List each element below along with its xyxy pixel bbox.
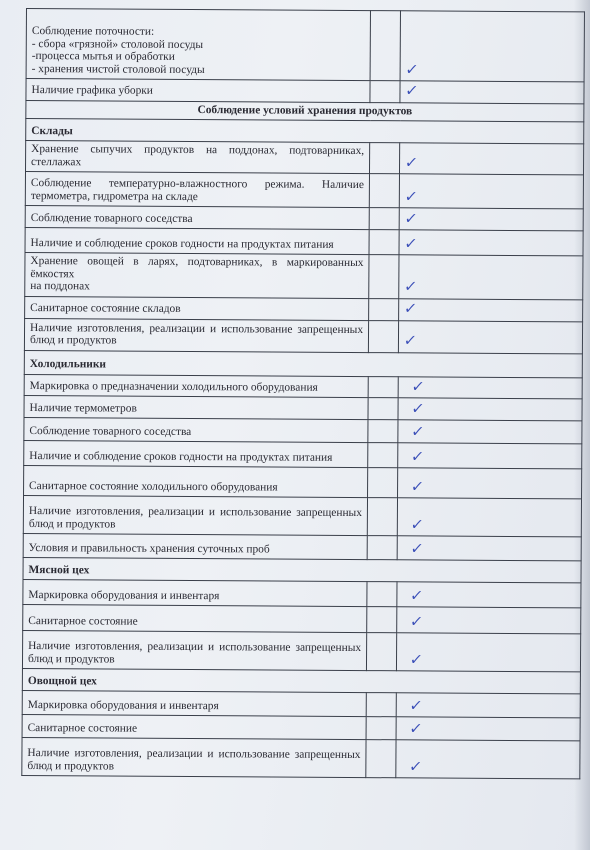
score-cell-b xyxy=(400,81,584,104)
score-cell-a xyxy=(368,468,398,498)
criterion-cell xyxy=(25,252,369,298)
criterion-cell xyxy=(25,296,369,320)
checkmark-icon: ✓ xyxy=(403,233,419,252)
score-cell-b xyxy=(400,11,584,82)
checklist-table xyxy=(21,8,585,779)
criterion-line: блюд и продуктов xyxy=(27,652,115,666)
score-cell-a xyxy=(369,143,399,174)
score-cell-b xyxy=(398,376,582,399)
score-cell-a xyxy=(369,208,399,230)
criterion-cell xyxy=(25,172,369,208)
group-title: Склады xyxy=(26,119,584,144)
group-title: Овощной цех xyxy=(22,668,580,693)
criterion-line: Наличие графика уборки xyxy=(31,84,153,97)
criterion-line: Санитарное состояние xyxy=(27,721,138,735)
score-cell-a xyxy=(367,582,397,607)
criterion-line: Наличие и соблюдение сроков годности на продуктах питания xyxy=(29,449,333,464)
checkmark-icon: ✓ xyxy=(410,376,426,395)
checkmark-icon: ✓ xyxy=(408,756,424,775)
checkmark-icon: ✓ xyxy=(408,611,425,630)
score-cell-a xyxy=(367,498,397,536)
score-cell-a xyxy=(370,81,400,103)
score-cell-b xyxy=(399,143,583,175)
criterion-line: Соблюдение товарного соседства xyxy=(30,211,193,225)
checkmark-icon: ✓ xyxy=(408,649,424,668)
checklist-row xyxy=(24,440,582,468)
score-cell-b xyxy=(399,255,583,300)
score-cell-a xyxy=(366,717,396,740)
checklist-row xyxy=(25,172,583,209)
criterion-cell xyxy=(22,690,366,716)
score-cell-b xyxy=(396,693,580,718)
score-cell-b xyxy=(397,536,581,561)
criterion-cell xyxy=(22,737,366,777)
score-cell-a xyxy=(368,420,398,443)
score-cell-a xyxy=(369,174,399,208)
checkmark-icon: ✓ xyxy=(409,514,425,533)
checkmark-icon: ✓ xyxy=(402,277,419,296)
checklist-row xyxy=(24,318,582,353)
score-cell-a xyxy=(369,230,399,255)
checklist-row xyxy=(25,252,583,299)
section-title: Соблюдение условий хранения продуктов xyxy=(26,100,584,122)
criterion-cell xyxy=(24,465,368,497)
checklist-row xyxy=(23,495,581,536)
score-cell-a xyxy=(368,398,398,420)
score-cell-b xyxy=(397,607,581,634)
group-title: Мясной цех xyxy=(23,557,581,582)
score-cell-a xyxy=(369,298,399,320)
criterion-line: Санитарное состояние xyxy=(28,614,138,628)
group-title: Холодильники xyxy=(24,350,582,377)
checklist-row xyxy=(25,227,583,255)
checklist-row xyxy=(23,604,581,633)
criterion-cell xyxy=(26,79,370,103)
criterion-cell xyxy=(24,440,368,467)
checkmark-icon: ✓ xyxy=(409,538,425,557)
checklist-row xyxy=(23,579,581,607)
score-cell-b xyxy=(396,740,580,779)
score-cell-b xyxy=(399,174,583,209)
criterion-line: блюд и продуктов xyxy=(29,334,117,347)
criterion-cell xyxy=(24,318,368,352)
group-header-row xyxy=(24,350,582,377)
criterion-line: Наличие изготовления, реализации и использование запрещенных xyxy=(28,505,362,520)
score-cell-b xyxy=(399,298,583,321)
checklist-row xyxy=(26,141,584,175)
score-cell-b xyxy=(398,420,582,444)
criterion-line: Наличие изготовления, реализации и использование запрещенных xyxy=(27,747,361,762)
checklist-row xyxy=(22,690,580,717)
criterion-line: блюд и продуктов xyxy=(28,517,116,531)
criterion-cell xyxy=(23,495,367,535)
checkmark-icon: ✓ xyxy=(404,81,420,100)
checkmark-icon: ✓ xyxy=(410,421,426,440)
score-cell-a xyxy=(370,11,400,81)
criterion-cell xyxy=(24,374,368,398)
score-cell-b xyxy=(398,443,582,469)
checklist-row xyxy=(24,465,582,498)
checklist-row xyxy=(22,630,580,671)
criterion-line: - хранения чистой столовой посуды xyxy=(31,62,205,76)
score-cell-a xyxy=(366,633,396,671)
criterion-cell xyxy=(22,630,366,670)
score-cell-a xyxy=(368,320,398,352)
criterion-line: Наличие изготовления, реализации и использование запрещенных xyxy=(28,640,362,655)
criterion-cell xyxy=(22,714,366,739)
score-cell-b xyxy=(397,498,581,537)
score-cell-a xyxy=(368,443,398,468)
checklist-row xyxy=(23,533,581,560)
criterion-line: Хранение овощей в ларях, подтоварниках, в маркированных ёмкостях xyxy=(30,255,364,280)
criterion-cell xyxy=(24,395,368,419)
checkmark-icon: ✓ xyxy=(403,152,419,171)
criterion-line: Хранение сыпучих продуктов на поддонах, подтоварниках, стеллажах xyxy=(31,143,365,168)
criterion-line: на поддонах xyxy=(30,280,90,293)
checkmark-icon: ✓ xyxy=(402,299,419,318)
score-cell-b xyxy=(396,633,580,672)
checkmark-icon: ✓ xyxy=(408,695,424,714)
criterion-line: Маркировка оборудования и инвентаря xyxy=(27,698,219,712)
criterion-cell xyxy=(23,579,367,606)
checkmark-icon: ✓ xyxy=(404,59,420,78)
criterion-cell xyxy=(24,417,368,442)
criterion-cell xyxy=(26,9,370,81)
criterion-line: Условия и правильность хранения суточных проб xyxy=(28,541,270,555)
checkmark-icon: ✓ xyxy=(408,718,424,737)
criterion-line: Наличие термометров xyxy=(29,401,137,415)
criterion-line: Санитарное состояние складов xyxy=(30,302,181,315)
score-cell-a xyxy=(366,693,396,717)
checkmark-icon: ✓ xyxy=(409,476,425,495)
score-cell-b xyxy=(396,717,580,741)
criterion-line: Наличие и соблюдение сроков годности на продуктах питания xyxy=(30,236,334,251)
criterion-line: Соблюдение товарного соседства xyxy=(29,424,192,438)
checkmark-icon: ✓ xyxy=(409,446,426,465)
checkmark-icon: ✓ xyxy=(403,186,419,205)
criterion-cell xyxy=(26,141,370,174)
score-cell-a xyxy=(369,255,399,299)
criterion-cell xyxy=(25,227,369,254)
checklist-row xyxy=(22,737,580,778)
criterion-line: термометра, гидрометра на складе xyxy=(30,189,198,203)
criterion-line: -процесса мытья и обработки xyxy=(31,50,175,63)
checklist-row xyxy=(22,714,580,740)
score-cell-b xyxy=(398,398,582,421)
score-cell-a xyxy=(367,536,397,560)
score-cell-b xyxy=(399,208,583,231)
criterion-line: Соблюдение поточности: xyxy=(31,25,155,38)
criterion-line: Наличие изготовления, реализации и использование запрещенных xyxy=(30,321,364,336)
score-cell-a xyxy=(368,376,398,398)
checkmark-icon: ✓ xyxy=(410,398,426,417)
score-cell-b xyxy=(398,468,582,499)
checkmark-icon: ✓ xyxy=(403,208,419,227)
criterion-cell xyxy=(25,205,369,229)
criterion-cell xyxy=(23,533,367,559)
score-cell-b xyxy=(397,582,581,608)
score-cell-a xyxy=(367,607,397,633)
criterion-line: - сбора «грязной» столовой посуды xyxy=(31,37,204,51)
checkmark-icon: ✓ xyxy=(409,585,425,604)
checklist-row xyxy=(26,9,584,82)
score-cell-b xyxy=(398,320,582,353)
score-cell-a xyxy=(366,740,396,778)
criterion-line: Санитарное состояние холодильного оборудования xyxy=(29,479,278,494)
checkmark-icon: ✓ xyxy=(402,331,418,350)
score-cell-b xyxy=(399,230,583,256)
criterion-line: Маркировка оборудования и инвентаря xyxy=(28,588,220,602)
criterion-cell xyxy=(23,604,367,632)
criterion-line: Маркировка о предназначении холодильного оборудования xyxy=(29,379,318,394)
criterion-line: Соблюдение температурно-влажностного режима. Наличие xyxy=(30,177,364,192)
checklist-row xyxy=(24,417,582,443)
criterion-line: блюд и продуктов xyxy=(27,759,115,773)
